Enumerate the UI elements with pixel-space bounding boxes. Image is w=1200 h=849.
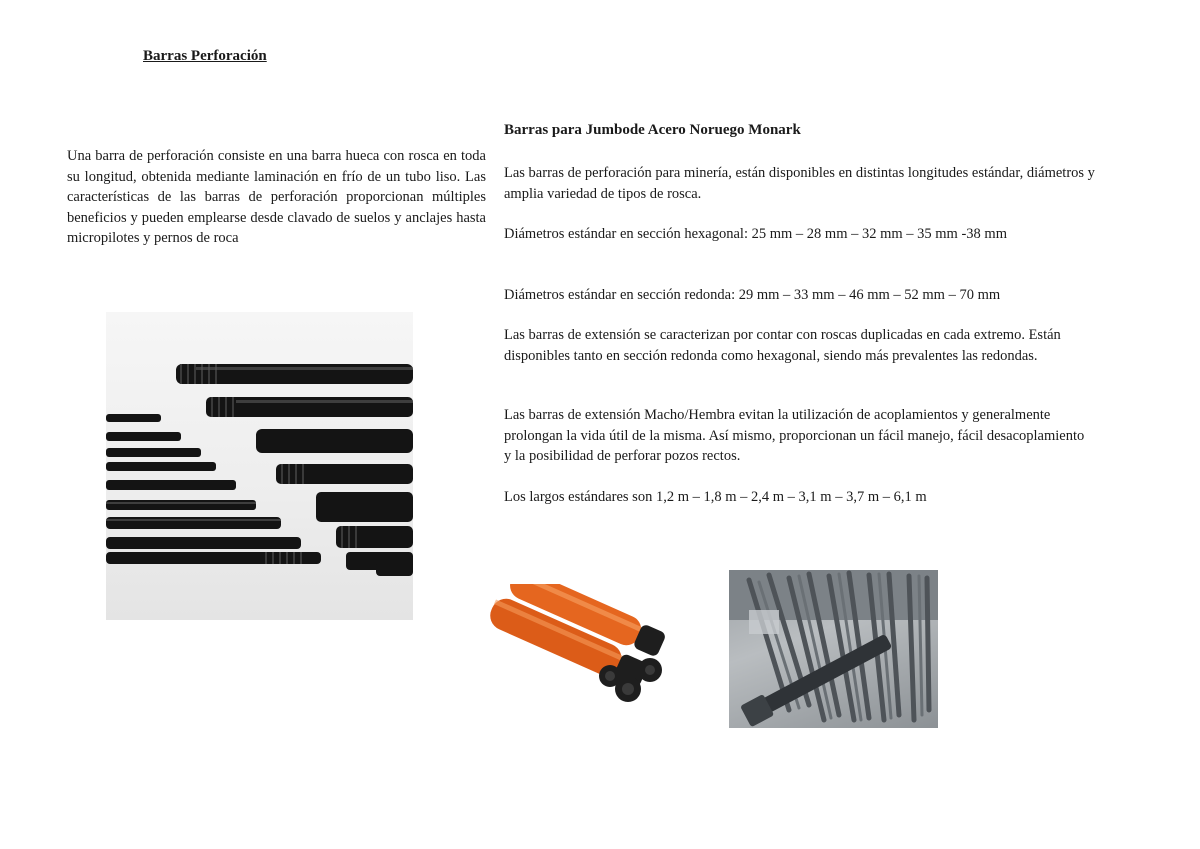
document-title: Barras Perforación xyxy=(143,48,267,64)
availability-paragraph: Las barras de perforación para minería, están disponibles en distintas longitudes estándar, diámetros y amplia variedad de tipos de rosca. xyxy=(504,165,1095,202)
orange-extension-rods-photo xyxy=(478,584,674,708)
intro-paragraph: Una barra de perforación consiste en una barra hueca con rosca en toda su longitud, obtenida mediante laminación en frío de un tubo liso. Las características de las barras de perforación proporcionan múltiples beneficios y pueden emplearse desde clavado de suelos y anclajes hasta micropilotes y pernos de roca xyxy=(67,148,486,246)
round-diameters-paragraph: Diámetros estándar en sección redonda: 29 mm – 33 mm – 46 mm – 52 mm – 70 mm xyxy=(504,287,1001,303)
drill-rods-photo xyxy=(106,312,413,620)
steel-rods-pile-photo xyxy=(729,570,938,728)
extension-rods-paragraph: Las barras de extensión se caracterizan por contar con roscas duplicadas en cada extremo. Están disponibles tanto en sección redonda como hexagonal, siendo más prevalentes las redondas. xyxy=(504,327,1061,364)
section-heading: Barras para Jumbode Acero Noruego Monark xyxy=(504,122,801,138)
standard-lengths-paragraph: Los largos estándares son 1,2 m – 1,8 m – 2,4 m – 3,1 m – 3,7 m – 6,1 m xyxy=(504,489,927,505)
male-female-rods-paragraph: Las barras de extensión Macho/Hembra evitan la utilización de acoplamientos y generalmente prolongan la vida útil de la misma. Así mismo, proporcionan un fácil manejo, fácil desacoplamiento y la posibilidad de perforar pozos rectos. xyxy=(504,407,1085,464)
hexagonal-diameters-paragraph: Diámetros estándar en sección hexagonal: 25 mm – 28 mm – 32 mm – 35 mm -38 mm xyxy=(504,226,1007,242)
